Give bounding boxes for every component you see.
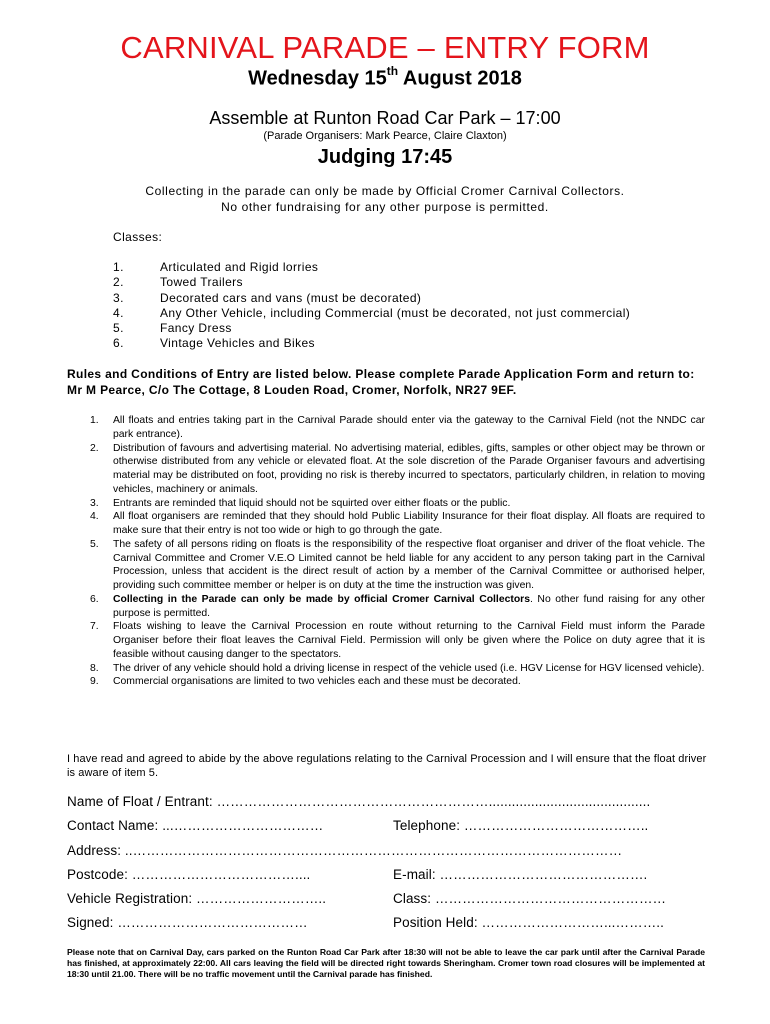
class-label: Vintage Vehicles and Bikes: [160, 336, 315, 351]
event-date-day: Wednesday 15: [248, 67, 387, 90]
fundraising-notice: No other fundraising for any other purpose is permitted.: [221, 200, 549, 214]
rule-number: 4.: [90, 511, 99, 523]
class-number: 1.: [113, 260, 124, 274]
page-title: CARNIVAL PARADE – ENTRY FORM: [120, 30, 650, 65]
position-held-field[interactable]: Position Held: ………………………...………..: [393, 915, 664, 930]
judging-time: Judging 17:45: [317, 146, 453, 168]
rule-item: [90, 593, 705, 621]
signature-field[interactable]: Signed: ……………………………………: [67, 915, 308, 930]
class-label: Any Other Vehicle, including Commercial (must be decorated, not just commercial): [160, 305, 631, 320]
rule-item: [90, 662, 705, 676]
rule-number: 3.: [90, 497, 99, 509]
rule-item: [90, 675, 705, 689]
float-name-field[interactable]: Name of Float / Entrant: ……………………………………………………..........................................: [67, 794, 651, 809]
rule-text: Entrants are reminded that liquid should not be squirted over either floats or the public.: [113, 497, 511, 509]
rule-text: . No other fund raising for any other purpose is permitted.: [113, 593, 705, 619]
rule-number: 7.: [90, 621, 99, 633]
class-label: Towed Trailers: [160, 275, 243, 290]
rules-list: [90, 414, 705, 689]
class-label: Articulated and Rigid lorries: [160, 260, 319, 274]
assemble-info: Assemble at Runton Road Car Park – 17:00: [209, 108, 561, 128]
class-number: 6.: [113, 336, 124, 351]
telephone-field[interactable]: Telephone: …………………………………..: [393, 818, 649, 833]
postcode-field[interactable]: Postcode: ………………………………....: [67, 867, 311, 882]
rules-heading: Rules and Conditions of Entry are listed below. Please complete Parade Application Form and return to: Mr M Pearce, C/o The Cottage, 8 Louden Road, Cromer, Norfolk, NR27 9EF.: [67, 367, 695, 397]
rule-text: All float organisers are reminded that they should hold Public Liability Insurance for their float display. All floats are required to make sure that their entry is not too wide or high to go through the gate.: [113, 511, 705, 536]
rule-text: Distribution of favours and advertising material. No advertising material, edibles, gifts, samples or other object may be thrown or otherwise distributed from any vehicle or elevated float. At the sole discretion of the Parade Organiser favours and advertising material may be distributed on foot, providing no risk is thereby incurred to spectators, particularly children, in relation to moving vehicles, machinery or animals.: [113, 442, 705, 495]
rule-item: [90, 538, 705, 593]
rule-number: 1.: [90, 415, 99, 426]
event-date-month-year: August 2018: [398, 67, 522, 90]
rule-number: 5.: [90, 538, 99, 550]
rule-text-bold: Collecting in the Parade can only be made by official Cromer Carnival Collectors: [113, 593, 531, 605]
rule-text: Commercial organisations are limited to two vehicles each and these must be decorated.: [113, 676, 521, 688]
classes-label: Classes:: [113, 230, 163, 244]
vehicle-registration-field[interactable]: Vehicle Registration: ………………………..: [67, 891, 327, 906]
class-label: Decorated cars and vans (must be decorated): [160, 290, 422, 305]
rule-text: The driver of any vehicle should hold a driving license in respect of the vehicle used (i.e. HGV License for HGV licensed vehicle).: [113, 662, 705, 674]
event-date: [0, 66, 770, 91]
rule-number: 8.: [90, 662, 99, 674]
class-number: 4.: [113, 305, 124, 320]
rule-item: [90, 510, 705, 538]
rule-text: Floats wishing to leave the Carnival Procession en route without returning to the Carnival Field must inform the Parade Organiser before their float leaves the Carnival Field. Permission will only be given where the Police on duty agree that it is feasible without causing danger to the spectators.: [113, 621, 705, 660]
rule-text: All floats and entries taking part in the Carnival Parade should enter via the gateway to the Carnival Field (not the NNDC car park entrance).: [113, 415, 705, 440]
parking-footnote: Please note that on Carnival Day, cars parked on the Runton Road Car Park after 18:30 will not be able to leave the car park until after the Carnival Parade has finished, at approximately 22:00. All cars leaving the field will be directed right towards Sheringham. Cromer town road closures will be implemented at 18:30 until 21.00. There will be no traffic movement until the Carnival parade has finished.: [67, 947, 705, 980]
address-field[interactable]: Address: ..………………………………………………………………………………………………: [67, 843, 623, 858]
rule-item: [90, 497, 705, 511]
class-number: 3.: [113, 290, 124, 305]
class-field[interactable]: Class: ……………………………………………: [393, 891, 667, 906]
rule-number: 2.: [90, 442, 99, 454]
rule-item: [90, 414, 705, 442]
email-field[interactable]: E-mail: ……………………………………….: [393, 867, 648, 882]
rule-item: [90, 442, 705, 497]
class-number: 5.: [113, 321, 124, 336]
collecting-notice: Collecting in the parade can only be made by Official Cromer Carnival Collectors.: [145, 184, 625, 198]
rule-number: 6.: [90, 593, 99, 605]
class-label: Fancy Dress: [160, 321, 232, 336]
parade-organisers: (Parade Organisers: Mark Pearce, Claire Claxton): [263, 130, 507, 142]
rule-item: [90, 620, 705, 661]
rule-number: 9.: [90, 676, 99, 688]
event-date-ordinal: th: [386, 64, 399, 78]
class-number: 2.: [113, 275, 124, 290]
agreement-statement: I have read and agreed to abide by the above regulations relating to the Carnival Procession and I will ensure that the float driver is aware of item 5.: [67, 753, 707, 779]
rule-text: The safety of all persons riding on floats is the responsibility of the respective float organiser and driver of the float vehicle. The Carnival Committee and Cromer V.E.O Limited cannot be held liable for any accident to any person taking part in the Carnival Procession, unless that accident is the direct result of action by a member of the Carnival Committee or authorised helper, providing such committee member or helper is on duty at the time the instruction was given.: [113, 538, 705, 591]
contact-name-field[interactable]: Contact Name: ...……………………………: [67, 818, 324, 833]
